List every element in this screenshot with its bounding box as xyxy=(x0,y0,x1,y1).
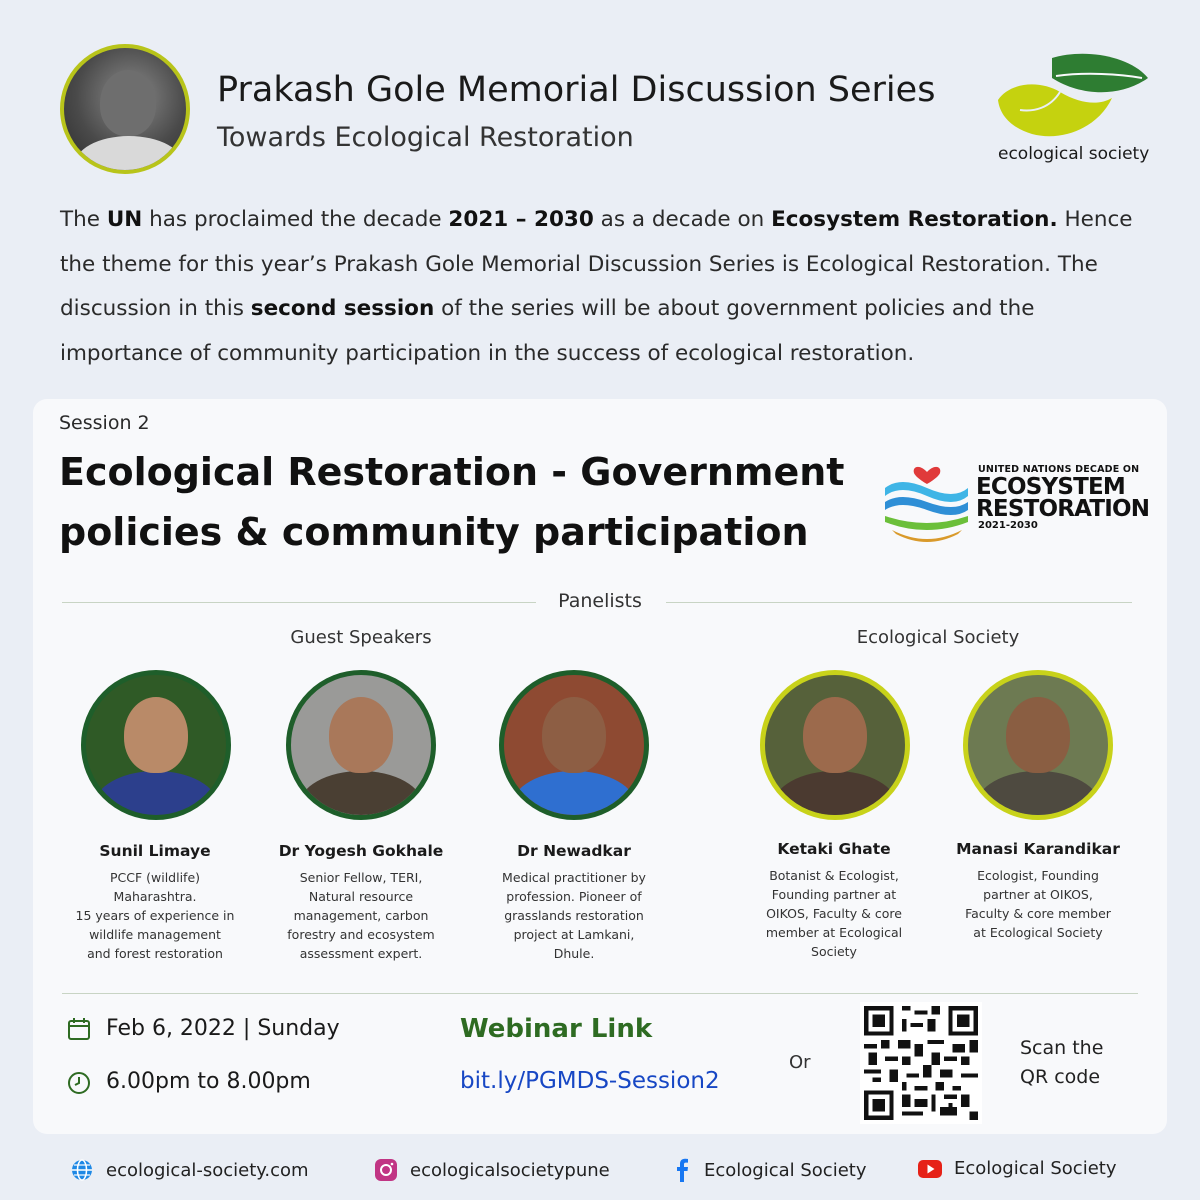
avatar-dr-newadkar xyxy=(499,670,649,820)
series-subtitle: Towards Ecological Restoration xyxy=(217,122,634,153)
footer-instagram[interactable] xyxy=(374,1158,610,1182)
session-title: Ecological Restoration - Government policies & community participation xyxy=(59,450,845,554)
instagram-text: ecologicalsocietypune xyxy=(410,1159,610,1181)
speaker-desc: Botanist & Ecologist, Founding partner at OIKOS, Faculty & core member at Ecological Society xyxy=(765,868,903,959)
instagram-icon xyxy=(374,1158,398,1182)
youtube-text: Ecological Society xyxy=(954,1158,1117,1179)
divider-bottom xyxy=(62,993,1138,994)
webinar-link[interactable]: bit.ly/PGMDS-Session2 xyxy=(460,1068,720,1094)
session-label: Session 2 xyxy=(59,412,150,434)
scan-instruction: Scan the QR code xyxy=(1020,1037,1104,1088)
calendar-icon xyxy=(66,1016,92,1046)
speaker-desc: Senior Fellow, TERI, Natural resource management, carbon forestry and ecosystem assessment expert. xyxy=(287,870,435,961)
intro-paragraph: The UN has proclaimed the decade 2021 – 2030 as a decade on Ecosystem Restoration. Hence the theme for this year’s Prakash Gole Memorial Discussion Series is Ecological Restoration. The discussion in this second session of the series will be about government policies and the importance of community participation in the success of ecological restoration. xyxy=(60,207,1133,366)
avatar-yogesh-gokhale xyxy=(286,670,436,820)
facebook-text: Ecological Society xyxy=(704,1159,867,1181)
society-panel-label: Ecological Society xyxy=(856,627,1020,648)
speaker-desc: Ecologist, Founding partner at OIKOS, Faculty & core member at Ecological Society xyxy=(965,868,1111,940)
speaker-desc: PCCF (wildlife) Maharashtra. 15 years of experience in wildlife management and forest restoration xyxy=(75,870,235,961)
speaker-name: Manasi Karandikar xyxy=(956,840,1120,858)
prakash-gole-portrait xyxy=(60,44,190,174)
un-logo-years: 2021-2030 xyxy=(978,520,1038,531)
avatar-manasi-karandikar xyxy=(963,670,1113,820)
speaker-name: Dr Newadkar xyxy=(517,842,631,860)
footer-website[interactable] xyxy=(70,1158,309,1182)
webinar-label: Webinar Link xyxy=(460,1014,653,1044)
speaker-name: Ketaki Ghate xyxy=(777,840,891,858)
speaker-desc: Medical practitioner by profession. Pioneer of grasslands restoration project at Lamkani, Dhule. xyxy=(502,870,646,961)
avatar-sunil-limaye xyxy=(81,670,231,820)
un-logo-title: ECOSYSTEM RESTORATION xyxy=(976,474,1150,522)
guest-speakers-label: Guest Speakers xyxy=(290,627,432,648)
footer-facebook[interactable] xyxy=(672,1158,867,1182)
clock-icon xyxy=(66,1070,92,1100)
facebook-icon xyxy=(672,1158,692,1182)
series-title: Prakash Gole Memorial Discussion Series xyxy=(217,70,936,110)
avatar-ketaki-ghate xyxy=(760,670,910,820)
event-time: 6.00pm to 8.00pm xyxy=(106,1069,311,1094)
youtube-icon xyxy=(918,1160,942,1178)
event-date: Feb 6, 2022 | Sunday xyxy=(106,1016,340,1041)
un-logo-line1: UNITED NATIONS DECADE ON xyxy=(978,464,1140,475)
panelists-heading: Panelists xyxy=(558,590,642,612)
or-label: Or xyxy=(789,1052,811,1073)
speaker-name: Sunil Limaye xyxy=(99,842,211,860)
speaker-name: Dr Yogesh Gokhale xyxy=(278,842,444,860)
qr-code[interactable] xyxy=(860,1002,982,1124)
logo-text: ecological society xyxy=(998,144,1150,164)
footer-youtube[interactable] xyxy=(918,1158,1117,1179)
website-text: ecological-society.com xyxy=(106,1159,309,1181)
globe-icon xyxy=(70,1158,94,1182)
